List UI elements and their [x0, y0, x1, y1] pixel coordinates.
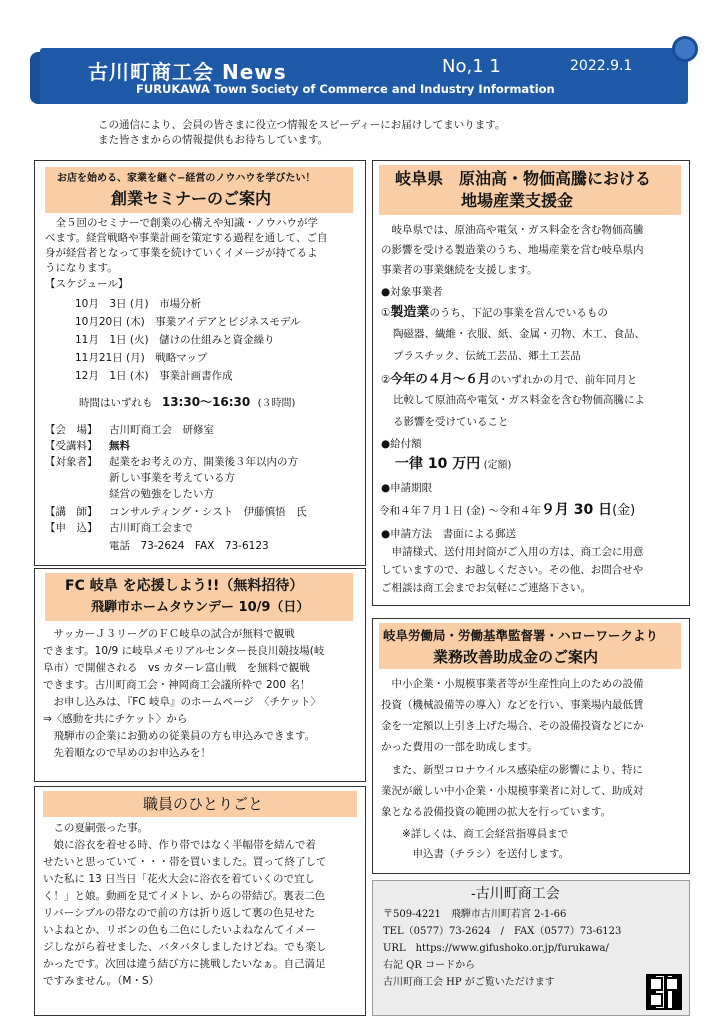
target1-list-line: 陶磁器、繊維・衣服、紙、金属・刃物、木工、食品、 — [393, 328, 645, 340]
target-label: ●対象事業者 — [381, 286, 443, 298]
gifu-body-line: 岐阜県では、原油高や電気・ガス料金を含む物価高騰 — [381, 224, 644, 236]
amount-note: (定額) — [483, 460, 512, 471]
detail-label: 【対象者】 — [45, 456, 98, 468]
labor-title-line2: 業務改善助成金のご案内 — [433, 648, 599, 666]
labor-title-line1: 岐阜労働局・労働基準監督署・ハローワークより — [383, 628, 659, 643]
gifu-body-line: 事業者の事業継続を支援します。 — [381, 264, 538, 276]
gifu-title-line1: 岐阜県 原油高・物価高騰における — [395, 169, 652, 188]
detail-row — [45, 521, 193, 536]
labor-body-line: 申込書（チラシ）を送付します。 — [381, 848, 570, 860]
detail-value: 起業をお考えの方、開業後３年以内の方 — [109, 456, 298, 468]
fc-body-line: 阜市）で開催される vs カターレ富山戦 を無料で観戦 — [43, 662, 310, 674]
intro-line: また皆さまからの情報提供もお待ちしています。 — [98, 134, 329, 146]
period-row — [379, 503, 635, 519]
fc-title: FC 岐阜 を応援しよう!!（無料招待） — [65, 578, 304, 594]
staff-body-line: ジしながら着せました、バタバタしましたけどね。でも楽し — [43, 941, 327, 953]
target2-line: る影響を受けていること — [393, 416, 509, 428]
detail-label: 【講 師】 — [45, 506, 98, 518]
staff-column-section — [34, 786, 366, 1016]
detail-row — [45, 539, 269, 554]
detail-value: 無料 — [109, 440, 130, 452]
fc-body-line: 先着順なので早めのお申込みを！ — [43, 747, 211, 759]
staff-body-line: リバーシブルの帯なので前の方は折り返して裏の色見せた — [43, 907, 316, 919]
schedule-item: 11月21日 (月) 戦略マップ — [75, 352, 208, 364]
schedule-label: 【スケジュール】 — [45, 278, 129, 290]
amount-row — [395, 457, 511, 473]
seminar-section — [34, 160, 366, 566]
target1-bold: 製造業 — [390, 305, 430, 320]
detail-value: 電話 73-2624 FAX 73-6123 — [109, 540, 269, 552]
schedule-item: 10月20日 (木) 事業アイデアとビジネスモデル — [75, 316, 301, 328]
fc-body-line: 飛騨市の企業にお勤めの従業員の方も申込みできます。 — [43, 730, 316, 742]
labor-body-line: 金を一定額以上引き上げた場合、その設備投資などにか — [381, 720, 644, 732]
labor-body-line: また、新型コロナウイルス感染症の影響により、特に — [381, 764, 643, 776]
target2-row — [381, 371, 637, 388]
time-prefix: 時間はいずれも — [79, 397, 153, 409]
contact-org: -古川町商工会 — [471, 886, 560, 902]
time-note: (３時間) — [257, 398, 296, 409]
staff-body-line: 娘に浴衣を着せる時、作り帯ではなく半幅帯を結んで着 — [43, 839, 316, 851]
fc-body-line: できます。古川町商工会・神岡商工会議所枠で 200 名！ — [43, 679, 311, 691]
target1-prefix: ① — [381, 307, 391, 319]
method-line: していますので、お越しください。その他、お問合せや — [381, 564, 644, 576]
detail-value: 古川町商工会 研修室 — [109, 424, 214, 436]
period-end-day: (金) — [612, 503, 636, 518]
contact-address: 〒509-4221 飛騨市古川町若宮 2-1-66 — [383, 909, 567, 920]
period-label: ●申請期限 — [381, 482, 433, 494]
method-line: 申請様式、送付用封筒がご入用の方は、商工会に用意 — [381, 546, 644, 558]
detail-label: 【会 場】 — [45, 424, 98, 436]
target2-prefix: ② — [381, 374, 391, 386]
issue-date: 2022.9.1 — [570, 58, 633, 74]
method-label: ●申請方法 書面による郵送 — [381, 528, 517, 540]
amount-label: ●給付額 — [381, 438, 422, 450]
seminar-title: 創業セミナーのご案内 — [111, 189, 272, 208]
target1-list-line: プラスチック、伝統工芸品、郷土工芸品 — [393, 350, 581, 362]
period-end: ９月 30 日 — [540, 502, 613, 518]
staff-title: 職員のひとりごと — [143, 795, 264, 813]
staff-body-line: く！」と娘。動画を見てイメトレ、からの帯結び。裏表二色 — [43, 890, 326, 902]
detail-label: 【受講料】 — [45, 440, 98, 452]
labor-body-line: 中小企業・小規模事業者等が生産性向上のための設備 — [381, 678, 644, 690]
qr-code-icon[interactable] — [646, 974, 682, 1010]
newsletter-title: 古川町商工会 News — [88, 60, 287, 84]
target1-row — [381, 305, 608, 321]
detail-label: 【申 込】 — [45, 522, 98, 534]
labor-body-line: かった費用の一部を助成します。 — [381, 741, 538, 753]
detail-row — [45, 439, 130, 454]
schedule-item: 10月 3日 (月) 市場分析 — [75, 298, 202, 310]
time-row — [79, 395, 295, 411]
fc-body-line: できます。10/9 に岐阜メモリアルセンター長良川競技場(岐 — [43, 645, 325, 657]
labor-body-line: 投資（機械設備等の導入）などを行い、事業場内最低賃 — [381, 699, 644, 711]
staff-body-line: この夏嗣張った事。 — [43, 822, 148, 834]
newsletter-subtitle: FURUKAWA Town Society of Commerce and Industry Information — [136, 82, 555, 96]
gifu-body-line: の影響を受ける製造業のうち、地場産業を営む岐阜県内 — [381, 244, 644, 256]
seminar-body-line: うになります。 — [45, 262, 118, 274]
staff-body-line: いよねとか、リボンの色も二色にしたいよねなんてイメー — [43, 924, 316, 936]
seminar-body-line: べます。経営戦略や事業計画を策定する過程を通して、ご自 — [45, 232, 328, 244]
detail-value: コンサルティング・シスト 伊藤慎悟 氏 — [109, 506, 307, 518]
schedule-item: 12月 1日 (木) 事業計画書作成 — [75, 370, 233, 382]
issue-number: No,1 1 — [442, 56, 501, 77]
fc-body-line: ⇒〈感動を共にチケット〉から — [43, 713, 188, 725]
method-line: ご相談は商工会までお気軽にご連絡下さい。 — [381, 582, 591, 594]
intro-line: この通信により、会員の皆さまに役立つ情報をスピーディーにお届けしてまいります。 — [98, 119, 506, 131]
detail-value: 古川町商工会まで — [109, 522, 193, 534]
contact-qr-note: 古川町商工会 HP がご覧いただけます — [383, 977, 555, 988]
contact-qr-note: 右記 QR コードから — [383, 960, 476, 971]
detail-value: 新しい事業を考えている方 — [109, 472, 235, 484]
detail-row — [45, 487, 214, 502]
seminar-body-line: 全５回のセミナーで創業の心構えや知識・ノウハウが学 — [45, 217, 318, 229]
staff-body-line: せたいと思っていて・・・帯を買いました。買って終了して — [43, 856, 327, 868]
labor-body-line: 業況が厳しい中小企業・小規模事業者に対して、助成対 — [381, 785, 644, 797]
banner-right-curl — [672, 36, 698, 62]
staff-body-line: いた私に 13 日当日「花火大会に浴衣を着ていくので宜し — [43, 873, 316, 885]
schedule-item: 11月 1日 (火) 儲けの仕組みと資金繰り — [75, 334, 275, 346]
time-value: 13:30〜16:30 — [161, 395, 251, 409]
labor-body-line: 象となる設備投資の範囲の拡大を行っています。 — [381, 806, 612, 818]
contact-section — [372, 880, 690, 1016]
fc-gifu-section — [34, 568, 366, 782]
gifu-support-section — [372, 160, 690, 606]
intro-text — [98, 118, 505, 148]
staff-body-line: ですみません。（M・S） — [43, 975, 160, 987]
detail-row — [45, 423, 214, 438]
detail-row — [45, 505, 307, 520]
target2-rest: のいずれかの月で、前年同月と — [490, 374, 638, 386]
seminar-body-line: 身が経営者となって事業を続けていくイメージが持てるよ — [45, 247, 318, 259]
detail-value: 経営の勉強をしたい方 — [109, 488, 214, 500]
labor-body-line: ※詳しくは、商工会経営指導員まで — [381, 828, 569, 840]
target1-rest: のうち、下記の事業を営んでいるもの — [429, 307, 608, 319]
period-start: 令和４年７月１日 (金) 〜令和４年 — [379, 505, 541, 517]
staff-body-line: かったです。次回は違う結び方に挑戦したいなぁ。自己満足 — [43, 958, 326, 970]
gifu-title-line2: 地場産業支援金 — [461, 191, 574, 210]
fc-subtitle: 飛騨市ホームタウンデー 10/9（日） — [91, 600, 310, 615]
detail-row — [45, 471, 235, 486]
contact-phone: TEL（0577）73-2624 / FAX（0577）73-6123 — [383, 926, 622, 937]
contact-url[interactable]: URL https://www.gifushoko.or.jp/furukawa/ — [383, 943, 609, 954]
seminar-kicker: お店を始める、家業を継ぐ−経営のノウハウを学びたい！ — [57, 173, 316, 184]
target2-line: 比較して原油高や電気・ガス料金を含む物価高騰によ — [393, 394, 645, 406]
amount-value: 一律 10 万円 — [395, 456, 481, 472]
labor-subsidy-section — [372, 618, 690, 874]
target2-bold: 今年の４月〜６月 — [390, 371, 491, 386]
fc-body-line: お申し込みは、『FC 岐阜』のホームページ 〈チケット〉 — [43, 696, 322, 708]
fc-body-line: サッカーＪ３リーグのＦＣ岐阜の試合が無料で観戦 — [43, 628, 295, 640]
detail-row — [45, 455, 298, 470]
